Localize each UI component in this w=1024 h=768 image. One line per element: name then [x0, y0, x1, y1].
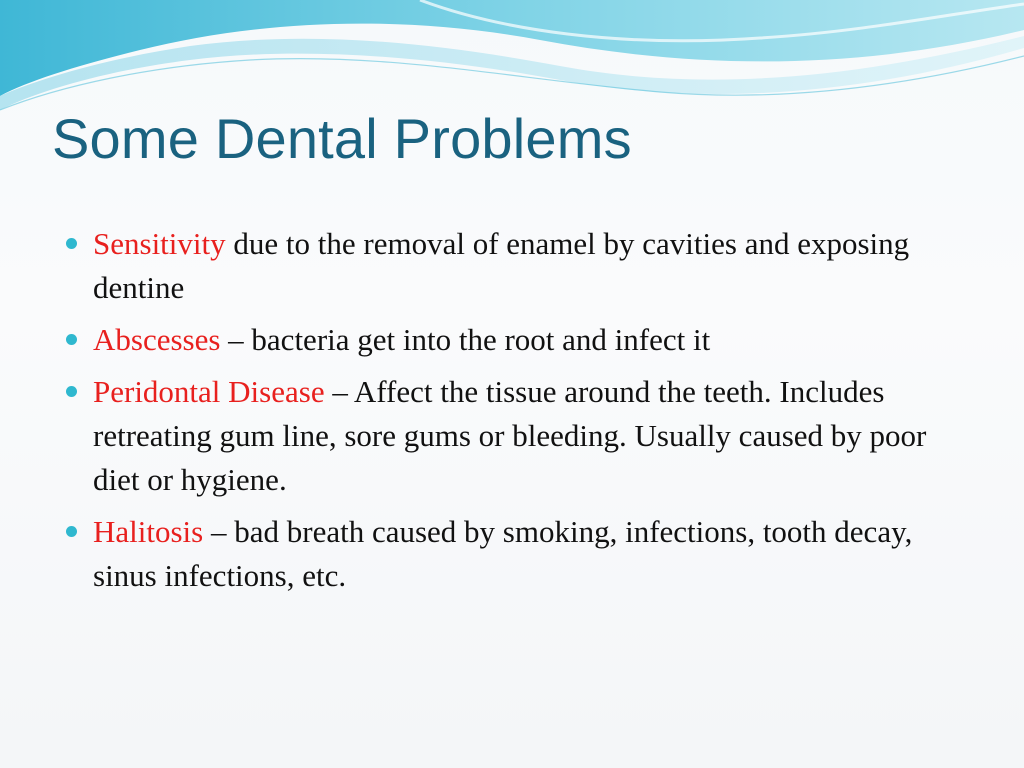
round-bullet-icon	[66, 334, 77, 345]
list-item	[62, 510, 962, 598]
description-text: – Affect the tissue around the teeth. Includes retreating gum line, sore gums or bleeding. Usually caused by poor diet or hygiene.	[93, 374, 927, 497]
list-item	[62, 370, 962, 502]
description-text: – bad breath caused by smoking, infections, tooth decay, sinus infections, etc.	[93, 514, 913, 593]
page-title: Some Dental Problems	[52, 107, 632, 170]
term-label: Abscesses	[93, 322, 221, 357]
term-label: Sensitivity	[93, 226, 226, 261]
round-bullet-icon	[66, 386, 77, 397]
term-label: Halitosis	[93, 514, 204, 549]
bullet-list	[62, 222, 962, 606]
description-text: – bacteria get into the root and infect it	[220, 322, 711, 357]
list-item	[62, 318, 962, 362]
term-label: Peridontal Disease	[93, 374, 325, 409]
round-bullet-icon	[66, 526, 77, 537]
list-item	[62, 222, 962, 310]
description-text: due to the removal of enamel by cavities and exposing dentine	[93, 226, 910, 305]
round-bullet-icon	[66, 238, 77, 249]
